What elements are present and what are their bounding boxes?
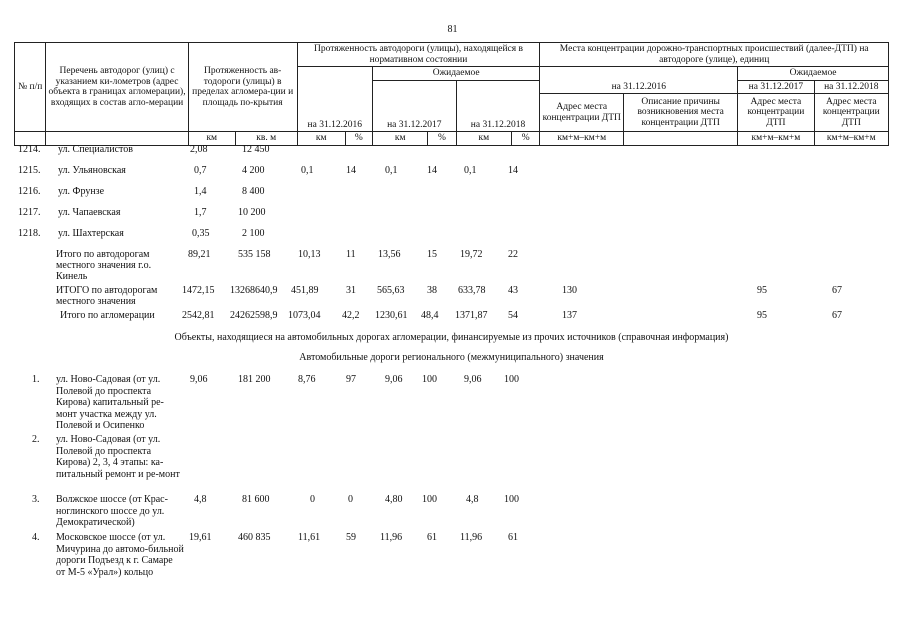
total-norm-2017: 1230,61 <box>375 310 408 321</box>
unit-km: км <box>372 132 427 146</box>
object-pct-2016: 0 <box>348 494 353 505</box>
total-pct-2018: 22 <box>508 249 518 260</box>
subsection-title: Автомобильные дороги регионального (межмуниципального) значения <box>299 352 604 363</box>
page-number: 81 <box>447 24 458 35</box>
row-area: 4 200 <box>242 165 265 176</box>
row-name: ул. Шахтерская <box>58 228 124 239</box>
total-pct-2017: 38 <box>427 285 437 296</box>
object-pct-2018: 100 <box>504 494 519 505</box>
total-km: 1472,15 <box>182 285 215 296</box>
row-area: 8 400 <box>242 186 265 197</box>
header-descr-2016: Описание причины возникновения места концентрации ДТП <box>624 94 738 132</box>
header-norm-expected: Ожидаемое <box>372 67 539 81</box>
object-row <box>14 532 889 602</box>
object-name: Волжское шоссе (от Крас-ноглинского шоссе до ул. Демократической) <box>56 494 168 528</box>
header-length: Протяженность ав-тодороги (улицы) в пределах агломера-ции и площадь по-крытия <box>188 43 297 132</box>
header-norm-2016: на 31.12.2016 <box>297 67 372 132</box>
row-name: ул. Ульяновская <box>58 165 126 176</box>
total-pct-2017: 15 <box>427 249 437 260</box>
object-norm-2017: 4,80 <box>385 494 403 505</box>
total-pct-2016: 31 <box>346 285 356 296</box>
row-num: 1218. <box>18 228 41 239</box>
header-dtp-2018: на 31.12.2018 <box>814 80 888 94</box>
object-pct-2017: 100 <box>422 494 437 505</box>
header-norm-2018: на 31.12.2018 <box>456 80 540 132</box>
row-name: ул. Специалистов <box>58 144 133 155</box>
unit-pct: % <box>428 132 456 146</box>
header-dtp-places: Места концентрации дорожно-транспортных происшествий (далее-ДТП) на автодороге (улице), единиц <box>540 43 889 67</box>
section-title: Объекты, находящиеся на автомобильных дорогах агломерации, финансируемые из прочих источников (справочная информация) <box>174 332 729 343</box>
object-row <box>14 494 889 530</box>
object-norm-2016: 8,76 <box>298 374 316 385</box>
total-row <box>14 249 889 285</box>
header-normative: Протяженность автодороги (улицы), находящейся в нормативном состоянии <box>297 43 540 67</box>
object-pct-2018: 100 <box>504 374 519 385</box>
object-num: 4. <box>32 532 40 543</box>
object-pct-2018: 61 <box>508 532 518 543</box>
object-norm-2016: 0 <box>310 494 315 505</box>
total-dtp-2017: 95 <box>757 310 767 321</box>
row-num: 1217. <box>18 207 41 218</box>
total-norm-2016: 1073,04 <box>288 310 321 321</box>
row-pct-2018: 14 <box>508 165 518 176</box>
unit-km: км <box>188 132 235 146</box>
total-pct-2016: 11 <box>346 249 356 260</box>
total-norm-2017: 565,63 <box>377 285 405 296</box>
total-norm-2016: 451,89 <box>291 285 319 296</box>
row-num: 1214. <box>18 144 41 155</box>
total-area: 13268640,9 <box>230 285 278 296</box>
row-name: ул. Фрунзе <box>58 186 105 197</box>
object-area: 181 200 <box>238 374 271 385</box>
object-num: 1. <box>32 374 40 385</box>
row-km: 1,7 <box>194 207 207 218</box>
total-row <box>14 285 889 309</box>
total-dtp-2018: 67 <box>832 310 842 321</box>
total-norm-2017: 13,56 <box>378 249 401 260</box>
total-pct-2018: 54 <box>508 310 518 321</box>
header-addr-2016: Адрес места концентрации ДТП <box>540 94 624 132</box>
total-pct-2016: 42,2 <box>342 310 360 321</box>
total-norm-2018: 1371,87 <box>455 310 488 321</box>
header-num: № п/п <box>15 43 46 132</box>
unit-pct: % <box>345 132 372 146</box>
total-area: 24262598,9 <box>230 310 278 321</box>
row-pct-2017: 14 <box>427 165 437 176</box>
object-km: 4,8 <box>194 494 207 505</box>
total-pct-2017: 48,4 <box>421 310 439 321</box>
row-km: 0,35 <box>192 228 210 239</box>
row-num: 1215. <box>18 165 41 176</box>
total-norm-2018: 19,72 <box>460 249 483 260</box>
total-dtp-2016: 137 <box>562 310 577 321</box>
unit-km: км <box>456 132 511 146</box>
unit-kmm: км+м–км+м <box>540 132 624 146</box>
header-norm-2017: на 31.12.2017 <box>372 80 456 132</box>
object-area: 81 600 <box>242 494 270 505</box>
object-norm-2018: 11,96 <box>460 532 483 543</box>
row-norm-2017: 0,1 <box>385 165 398 176</box>
unit-pct: % <box>512 132 540 146</box>
total-pct-2018: 43 <box>508 285 518 296</box>
unit-sqm: кв. м <box>235 132 297 146</box>
total-dtp-2018: 67 <box>832 285 842 296</box>
object-area: 460 835 <box>238 532 271 543</box>
header-addr-2018: Адрес места концентрации ДТП <box>814 94 888 132</box>
total-norm-2018: 633,78 <box>458 285 486 296</box>
row-km: 0,7 <box>194 165 207 176</box>
header-dtp-2017: на 31.12.2017 <box>738 80 814 94</box>
unit-kmm: км+м–км+м <box>738 132 814 146</box>
total-area: 535 158 <box>238 249 271 260</box>
object-pct-2016: 97 <box>346 374 356 385</box>
row-pct-2016: 14 <box>346 165 356 176</box>
total-km: 89,21 <box>188 249 211 260</box>
object-row <box>14 434 889 494</box>
object-norm-2017: 9,06 <box>385 374 403 385</box>
row-area: 10 200 <box>238 207 266 218</box>
object-norm-2018: 4,8 <box>466 494 479 505</box>
object-pct-2016: 59 <box>346 532 356 543</box>
row-num: 1216. <box>18 186 41 197</box>
row-area: 12 450 <box>242 144 270 155</box>
unit-km: км <box>297 132 345 146</box>
object-pct-2017: 100 <box>422 374 437 385</box>
object-name: ул. Ново-Садовая (от ул. Полевой до проспекта Кирова) капитальный ре-монт участка между ул. Полевой и Осипенко <box>56 374 164 431</box>
total-name: ИТОГО по автодорогам местного значения <box>56 285 158 307</box>
total-norm-2016: 10,13 <box>298 249 321 260</box>
row-norm-2016: 0,1 <box>301 165 314 176</box>
row-km: 2,08 <box>190 144 208 155</box>
total-name: Итого по автодорогам местного значения г.о. Кинель <box>56 249 152 282</box>
object-num: 3. <box>32 494 40 505</box>
object-name: ул. Ново-Садовая (от ул. Полевой до проспекта Кирова) 2, 3, 4 этапы: ка-питальный ремонт и ре-монт <box>56 434 180 480</box>
unit-kmm: км+м–км+м <box>814 132 888 146</box>
header-addr-2017: Адрес места концентрации ДТП <box>738 94 814 132</box>
total-name: Итого по агломерации <box>60 310 155 321</box>
object-km: 9,06 <box>190 374 208 385</box>
header-dtp-2016: на 31.12.2016 <box>540 67 738 94</box>
object-num: 2. <box>32 434 40 445</box>
object-norm-2017: 11,96 <box>380 532 403 543</box>
row-km: 1,4 <box>194 186 207 197</box>
object-norm-2018: 9,06 <box>464 374 482 385</box>
object-km: 19,61 <box>189 532 212 543</box>
row-norm-2018: 0,1 <box>464 165 477 176</box>
object-norm-2016: 11,61 <box>298 532 321 543</box>
table-header <box>14 42 889 146</box>
row-area: 2 100 <box>242 228 265 239</box>
total-dtp-2016: 130 <box>562 285 577 296</box>
header-road-list: Перечень автодорог (улиц) с указанием ки-лометров (адрес объекта в границах агломерации), входящих в состав агло-мерации <box>46 43 188 132</box>
object-pct-2017: 61 <box>427 532 437 543</box>
object-name: Московское шоссе (от ул. Мичурина до автомо-бильной дороги Подъезд к г. Самаре от М-5 «Урал») кольцо <box>56 532 184 578</box>
row-name: ул. Чапаевская <box>58 207 121 218</box>
object-row <box>14 374 889 434</box>
total-dtp-2017: 95 <box>757 285 767 296</box>
total-km: 2542,81 <box>182 310 215 321</box>
header-dtp-expected: Ожидаемое <box>738 67 889 81</box>
